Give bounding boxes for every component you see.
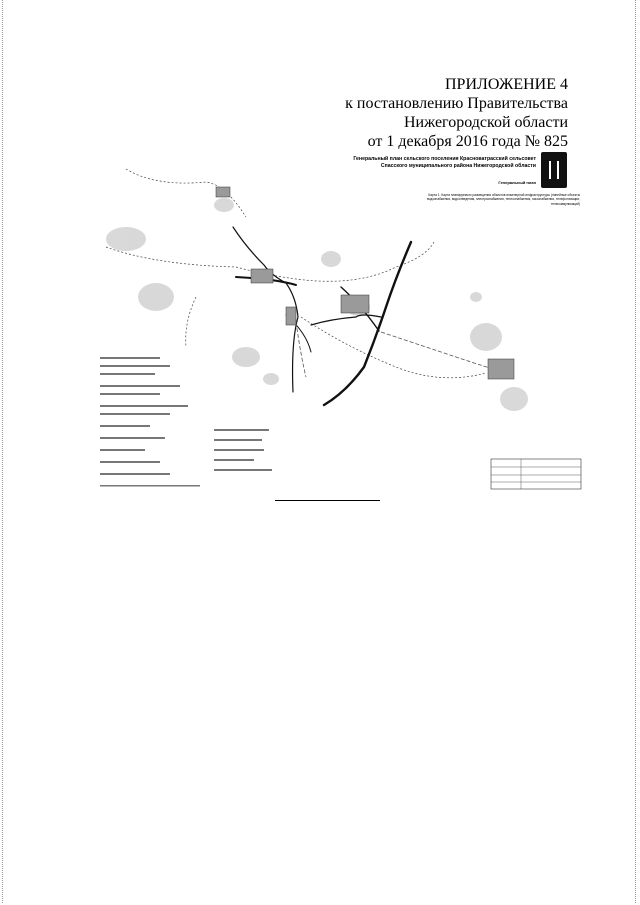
map-title-line-1: Генеральный план сельского поселения Красноватрасский сельсовет	[353, 156, 536, 162]
appendix-resolution: к постановлению Правительства	[345, 95, 568, 112]
appendix-number: ПРИЛОЖЕНИЕ 4	[444, 76, 568, 93]
appendix-heading	[345, 75, 568, 151]
emblem-mark	[549, 161, 559, 179]
engineering-lines	[233, 227, 411, 405]
coat-of-arms-emblem	[541, 152, 567, 188]
map-title	[296, 156, 536, 170]
map-subtitle: Генеральный план	[498, 180, 536, 185]
map-caption: Карта 1. Карта планируемого размещения объектов инженерной инфраструктуры (линейные объекты водоснабжения, водоотведения, электроснабжения, теплоснабжения, газоснабжения, телефонизации, телекоммуникаций)	[426, 193, 580, 206]
settlements	[216, 187, 514, 379]
map-legend	[100, 357, 272, 487]
appendix-date: от 1 декабря 2016 года № 825	[367, 133, 568, 150]
map-title-line-2: Спасского муниципального района Нижегородской области	[380, 163, 536, 169]
signature-line	[275, 500, 380, 501]
appendix-region: Нижегородской области	[403, 114, 568, 131]
terrain-patches	[106, 198, 528, 411]
title-block	[491, 459, 581, 489]
